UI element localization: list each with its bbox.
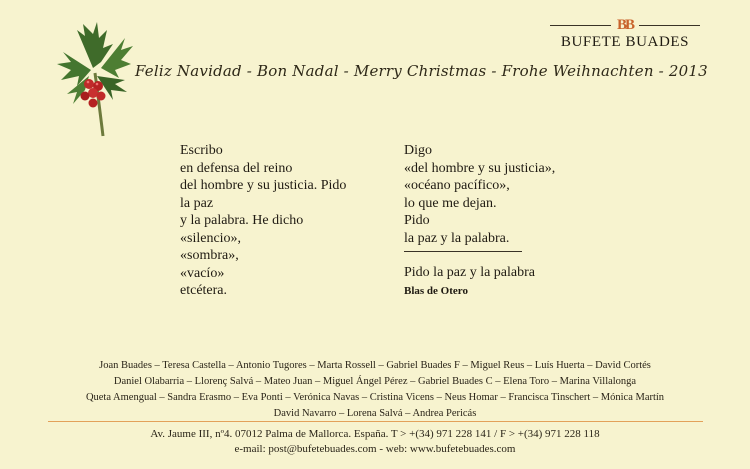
logo-rule-left	[550, 25, 611, 26]
poem-line: lo que me dejan.	[404, 195, 497, 211]
company-logo	[550, 17, 700, 51]
staff-row: Joan Buades – Teresa Castella – Antonio Tugores – Marta Rossell – Gabriel Buades F – Miguel Reus – Luís Huerta – David Cortés	[99, 360, 651, 371]
holly-icon	[55, 18, 135, 138]
logo-monogram: BB	[617, 17, 634, 33]
footer-email-web: e-mail: post@bufetebuades.com - web: www.bufetebuades.com	[234, 443, 516, 455]
footer-divider	[48, 421, 703, 422]
logo-rule-right	[639, 25, 700, 26]
poem-line: la paz	[180, 195, 214, 211]
poem-line: «vacío»	[180, 265, 225, 281]
poem-line: «silencio»,	[180, 230, 242, 246]
poem-divider	[404, 251, 522, 252]
poem-line: Digo	[404, 143, 432, 158]
greeting-line: Feliz Navidad - Bon Nadal - Merry Christmas - Frohe Weihnachten - 2013	[135, 62, 708, 80]
logo-mark	[550, 17, 700, 33]
staff-row: Daniel Olabarria – Llorenç Salvá – Mateo Juan – Miguel Ángel Pérez – Gabriel Buades C – Elena Toro – Marina Villalonga	[113, 376, 637, 387]
poem-left-column	[180, 142, 346, 300]
staff-list	[0, 358, 750, 422]
poem-line: en defensa del reino	[180, 160, 293, 176]
company-name: BUFETE BUADES	[560, 34, 690, 50]
footer-contact	[0, 427, 750, 457]
poem-line: «del hombre y su justicia»,	[404, 160, 556, 176]
poem-line: Escribo	[180, 143, 223, 158]
poem-line: del hombre y su justicia. Pido	[180, 178, 347, 193]
staff-row: Queta Amengual – Sandra Erasmo – Eva Ponti – Verónica Navas – Cristina Vicens – Neus Homar – Francisca Tinschert – Mónica Martín	[85, 392, 665, 403]
poem-line: «océano pacífico»,	[404, 178, 510, 193]
footer-address: Av. Jaume III, nº4. 07012 Palma de Mallorca. España. T > +(34) 971 228 141 / F > +(34) 971 228 118	[150, 428, 600, 440]
poem-author: Blas de Otero	[404, 284, 468, 297]
poem-line: la paz y la palabra.	[404, 230, 510, 246]
poem-line: Pido	[404, 213, 430, 228]
poem-line: «sombra»,	[180, 248, 239, 263]
poem-line: etcétera.	[180, 283, 228, 298]
poem-line: y la palabra. He dicho	[180, 213, 304, 228]
poem-title: Pido la paz y la palabra	[404, 265, 536, 280]
poem-right-column	[404, 142, 555, 300]
staff-row: David Navarro – Lorena Salvá – Andrea Pericás	[273, 408, 477, 419]
